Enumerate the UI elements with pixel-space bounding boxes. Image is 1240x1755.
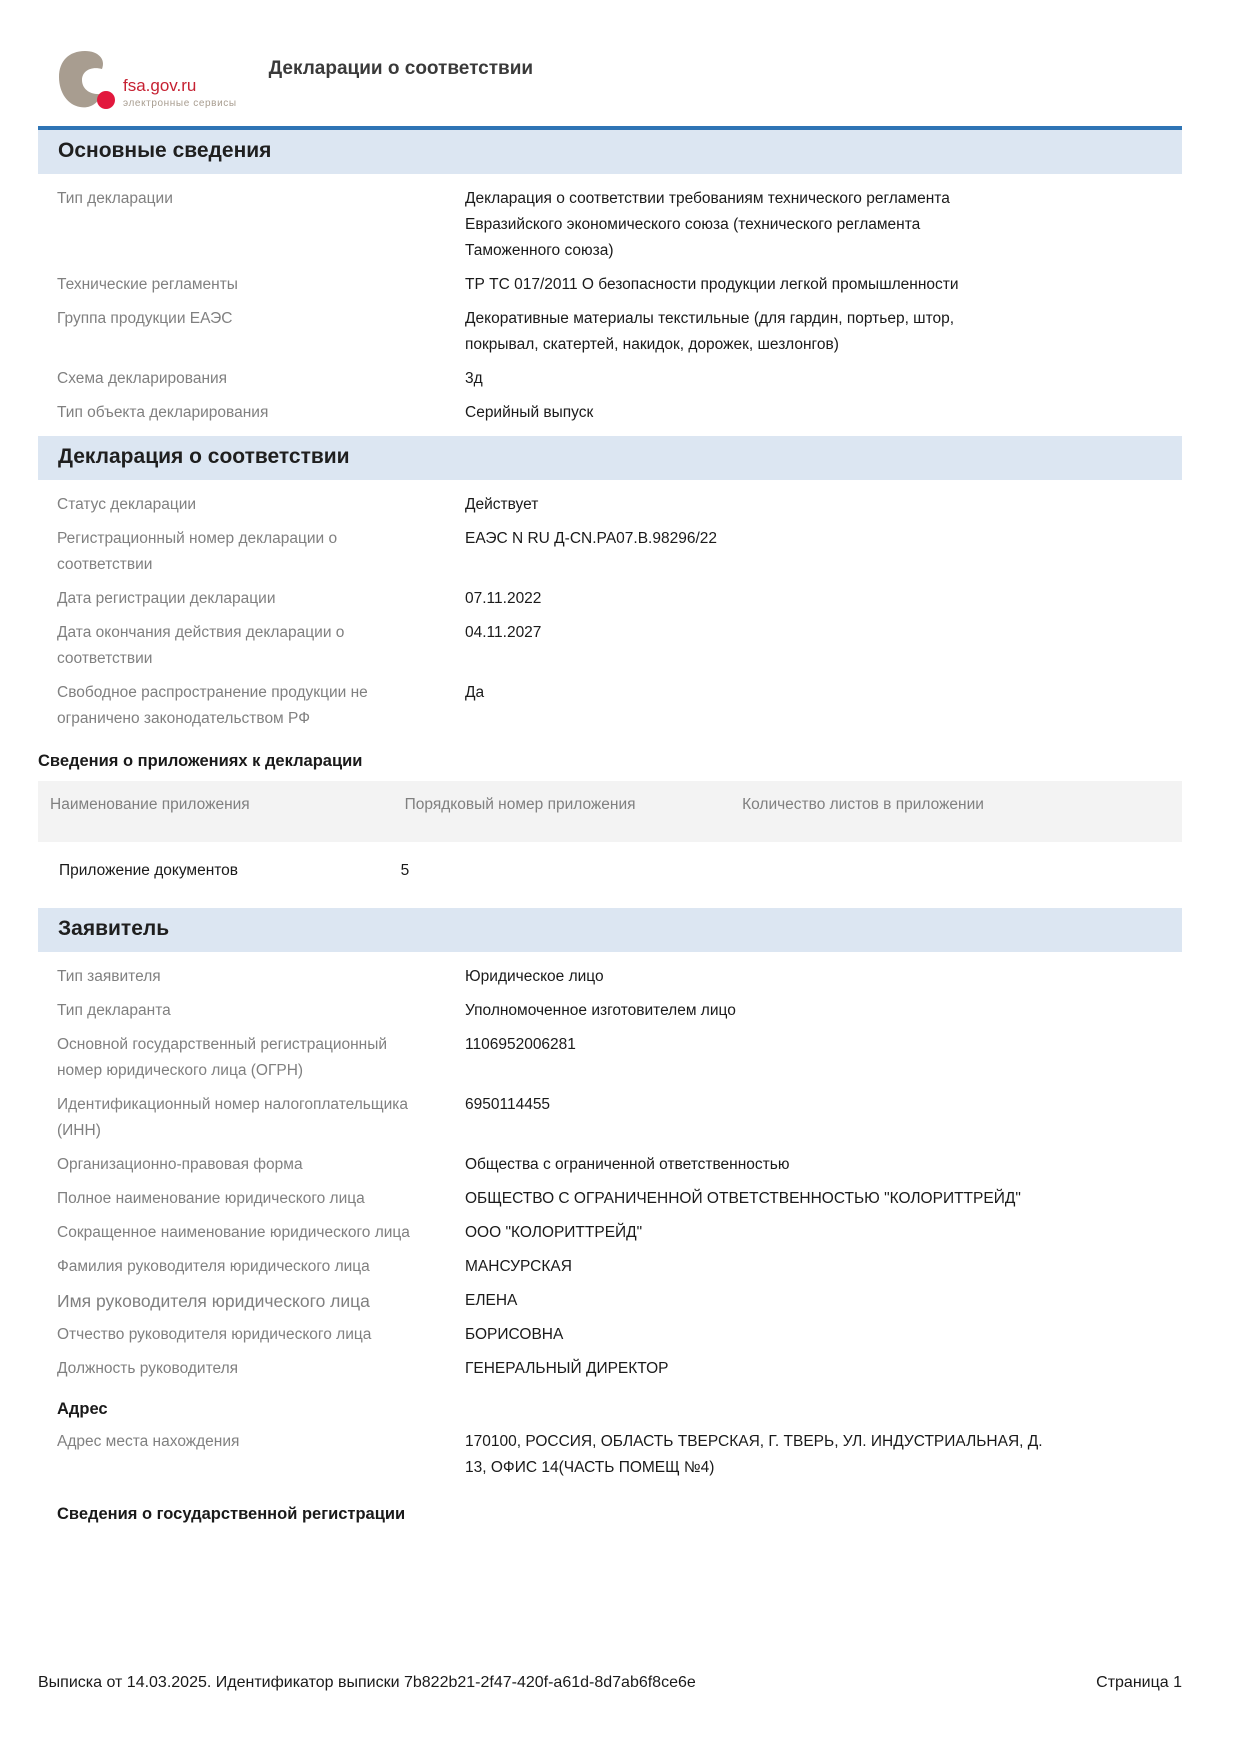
field-value: 04.11.2027	[465, 624, 542, 641]
field-row	[57, 366, 1182, 392]
logo-tagline: электронные сервисы	[123, 98, 237, 109]
field-row	[57, 1152, 1182, 1178]
field-label: Тип объекта декларирования	[57, 404, 269, 421]
attachment-name: Приложение документов	[59, 862, 239, 879]
field-row	[57, 1032, 1182, 1084]
field-value: ООО "КОЛОРИТТРЕЙД"	[465, 1224, 643, 1241]
field-value: Общества с ограниченной ответственностью	[465, 1156, 790, 1173]
section-header-basic: Основные сведения	[38, 126, 1182, 174]
field-label: Схема декларирования	[57, 370, 228, 387]
field-row	[57, 526, 1182, 578]
page-footer	[38, 1674, 1182, 1692]
field-label: Адрес места нахождения	[57, 1433, 240, 1450]
section-header-applicant: Заявитель	[38, 908, 1182, 952]
field-label: Технические регламенты	[57, 276, 238, 293]
field-row	[57, 1092, 1182, 1144]
field-label: Имя руководителя юридического лица	[57, 1291, 370, 1311]
field-label: Полное наименование юридического лица	[57, 1190, 365, 1207]
attachments-col-sheets: Количество листов в приложении	[730, 781, 1182, 842]
field-value: ЕЛЕНА	[465, 1292, 518, 1309]
field-value: БОРИСОВНА	[465, 1326, 564, 1343]
field-row	[57, 400, 1182, 426]
field-value: 07.11.2022	[465, 590, 542, 607]
field-value: Серийный выпуск	[465, 404, 594, 421]
field-value: Уполномоченное изготовителем лицо	[465, 1002, 736, 1019]
field-value: ГЕНЕРАЛЬНЫЙ ДИРЕКТОР	[465, 1360, 669, 1377]
field-value: Декоративные материалы текстильные (для гардин, портьер, штор, покрывал, скатертей, накидок, дорожек, шезлонгов)	[465, 310, 955, 353]
field-value: 3д	[465, 370, 483, 387]
table-row	[38, 842, 1182, 888]
field-label: Свободное распространение продукции не ограничено законодательством РФ	[57, 684, 368, 727]
field-row	[57, 272, 1182, 298]
field-row	[57, 1429, 1182, 1481]
field-value: Да	[465, 684, 485, 701]
field-label: Статус декларации	[57, 496, 197, 513]
field-label: Отчество руководителя юридического лица	[57, 1326, 372, 1343]
page-header	[0, 0, 1240, 110]
field-row	[57, 186, 1182, 264]
field-row	[57, 492, 1182, 518]
field-row	[57, 1254, 1182, 1280]
fsa-logo	[55, 50, 237, 110]
field-value: 170100, РОССИЯ, ОБЛАСТЬ ТВЕРСКАЯ, Г. ТВЕРЬ, УЛ. ИНДУСТРИАЛЬНАЯ, Д. 13, ОФИС 14(ЧАСТЬ ПОМЕЩ №4)	[465, 1433, 1043, 1476]
field-row	[57, 1356, 1182, 1382]
field-value: ОБЩЕСТВО С ОГРАНИЧЕННОЙ ОТВЕТСТВЕННОСТЬЮ "КОЛОРИТТРЕЙД"	[465, 1190, 1021, 1207]
field-label: Идентификационный номер налогоплательщика (ИНН)	[57, 1096, 409, 1139]
section-applicant-rows	[38, 952, 1182, 1536]
field-row	[57, 1186, 1182, 1212]
field-value: 6950114455	[465, 1096, 551, 1113]
field-row	[57, 620, 1182, 672]
field-value: 1106952006281	[465, 1036, 576, 1053]
field-label: Основной государственный регистрационный номер юридического лица (ОГРН)	[57, 1036, 388, 1079]
attachments-heading: Сведения о приложениях к декларации	[38, 752, 363, 770]
attachment-number: 5	[400, 862, 410, 879]
attachments-table	[38, 781, 1182, 888]
field-row	[57, 1288, 1182, 1314]
field-label: Дата окончания действия декларации о соответствии	[57, 624, 345, 667]
field-value: Действует	[465, 496, 539, 513]
field-label: Дата регистрации декларации	[57, 590, 276, 607]
field-label: Организационно-правовая форма	[57, 1156, 303, 1173]
field-label: Должность руководителя	[57, 1360, 239, 1377]
field-label: Сокращенное наименование юридического лица	[57, 1224, 410, 1241]
field-label: Регистрационный номер декларации о соответствии	[57, 530, 338, 573]
attachments-table-header-row	[38, 781, 1182, 842]
extract-info: Выписка от 14.03.2025. Идентификатор выписки 7b822b21-2f47-420f-a61d-8d7ab6f8ce6e	[38, 1674, 696, 1691]
logo-text	[123, 77, 237, 110]
section-declaration-rows	[38, 480, 1182, 742]
field-value: Юридическое лицо	[465, 968, 604, 985]
attachment-sheets	[730, 842, 1182, 888]
field-value: МАНСУРСКАЯ	[465, 1258, 572, 1275]
field-label: Тип декларации	[57, 190, 173, 207]
attachments-col-number: Порядковый номер приложения	[393, 781, 730, 842]
attachments-col-name: Наименование приложения	[38, 781, 393, 842]
field-value: ЕАЭС N RU Д-CN.РА07.В.98296/22	[465, 530, 718, 547]
address-heading: Адрес	[57, 1400, 108, 1418]
field-label: Фамилия руководителя юридического лица	[57, 1258, 370, 1275]
page-number: Страница 1	[1096, 1674, 1182, 1691]
field-row	[57, 1220, 1182, 1246]
fsa-logo-icon	[55, 50, 117, 110]
field-value: ТР ТС 017/2011 О безопасности продукции легкой промышленности	[465, 276, 959, 293]
field-label: Тип декларанта	[57, 1002, 171, 1019]
field-label: Тип заявителя	[57, 968, 161, 985]
field-row	[57, 1322, 1182, 1348]
section-header-declaration: Декларация о соответствии	[38, 436, 1182, 480]
field-row	[57, 998, 1182, 1024]
field-row	[57, 680, 1182, 732]
field-label: Группа продукции ЕАЭС	[57, 310, 233, 327]
field-row	[57, 964, 1182, 990]
content	[38, 126, 1182, 1536]
state-registration-heading: Сведения о государственной регистрации	[57, 1505, 406, 1523]
field-row	[57, 586, 1182, 612]
field-row	[57, 306, 1182, 358]
field-value: Декларация о соответствии требованиям технического регламента Евразийского экономического союза (технического регламента Таможенного союза)	[465, 190, 950, 259]
section-basic-rows	[38, 174, 1182, 436]
page-title: Декларации о соответствии	[268, 58, 534, 79]
logo-domain: fsa.gov.ru	[123, 76, 197, 95]
